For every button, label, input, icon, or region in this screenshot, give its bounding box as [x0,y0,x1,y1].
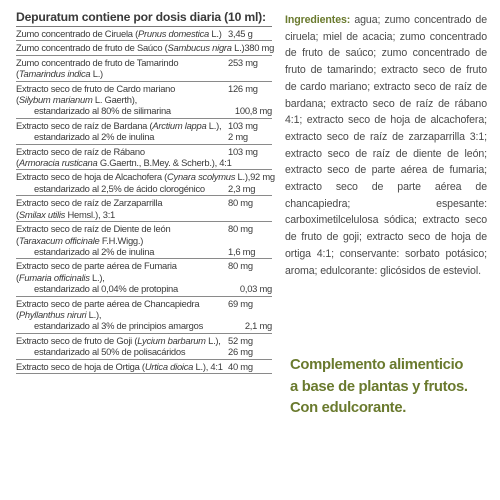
latin-name: Silybum marianum [18,94,93,106]
ingredients-list: agua; zumo concentrado de ciruela; miel de acacia; zumo concentrado de fruto de saúco; zumo concentrado de fruto de tamarindo; extracto seco de fruto de cardo mariano; extracto seco de raíz de bardana; extracto seco de raíz de rábano 4:1; extracto seco de hoja de alcachofera; extracto seco de raíz de zarzaparrilla 3:1; extracto seco de raíz de diente de león; extracto seco de parte aérea de fumaria; extracto seco de parte aérea de chancapiedra; espesante: carboximetilcelulosa sódica; extracto seco de fruto de goji; extracto seco de hoja de ortiga 4:1; conservante: sorbato potásico; aroma; edulcorante: glicósidos de esteviol. [285,14,487,277]
amount-value: 3,45 g [228,28,253,39]
table-row [16,196,272,222]
ingredient-text: Extracto seco de raíz de Rábano [16,145,145,157]
ingredient-text: estandarizado al 2% de inulina [34,131,155,143]
ingredient-text: ( [16,208,19,220]
ingredient-name [16,157,232,168]
amount-value: 40 mg [228,360,253,372]
latin-name: Arctium lappa [152,119,207,131]
row-line [16,197,272,208]
ingredient-text-suffix: F.H.Wigg.) [99,234,144,246]
ingredient-text: Zumo concentrado de Ciruela ( [16,28,138,39]
row-line [16,235,272,246]
ingredient-text-suffix: L.), [205,334,221,346]
row-line [16,298,272,309]
product-claim [290,355,495,420]
amount-value: 2,1 mg [244,320,272,332]
ingredient-name [16,246,154,257]
row-line [16,57,272,68]
ingredient-name [16,131,154,142]
row-line [16,171,275,183]
ingredient-name [16,28,222,39]
row-line [16,223,272,234]
ingredient-text: ( [16,234,19,246]
latin-name: Cynara scolymus [167,171,236,183]
ingredient-text: estandarizado al 3% de principios amargos [34,320,204,332]
amount-value: 380 mg [244,42,275,54]
row-line [16,42,275,54]
ingredient-text: ( [16,68,19,80]
ingredient-name [16,223,170,234]
row-line [16,309,272,320]
ingredient-text: Extracto seco de fruto de Goji ( [16,334,138,346]
table-row [16,27,272,41]
row-line [16,260,272,271]
latin-name: Sambucus nigra [167,42,232,54]
amount-value: 103 mg [228,119,258,131]
row-line [16,209,272,220]
ingredient-text-suffix: L.), [86,308,102,320]
amount-value: 100,8 mg [234,105,272,117]
ingredient-text-suffix: L.), 4:1 [193,360,223,372]
ingredient-text: Extracto seco de raíz de Zarzaparrilla [16,197,163,209]
ingredient-name [16,94,137,105]
latin-name: Armoracia rusticana [18,157,98,169]
ingredient-text-suffix: L.) [231,42,245,54]
table-rows [16,26,275,374]
table-row [16,41,275,55]
ingredient-text: Extracto seco de raíz de Bardana ( [16,119,153,131]
ingredient-text: ( [16,157,19,169]
ingredient-text: estandarizado al 2,5% de ácido clorogénico [34,182,205,194]
ingredient-text-suffix: L.) [90,68,103,80]
ingredient-name [16,283,178,294]
ingredient-name [16,260,177,271]
table-row [16,145,272,171]
ingredient-text-suffix: L. Gaerth), [92,94,137,106]
row-line [16,283,272,294]
ingredient-name [16,197,162,208]
ingredient-name [16,57,178,68]
latin-name: Taraxacum officinale [18,234,100,246]
latin-name: Phyllanthus niruri [18,308,87,320]
ingredient-name [16,335,221,346]
amount-value: 253 mg [228,56,258,68]
amount-value: 0,03 mg [239,283,272,295]
ingredients-label: Ingredientes: [285,14,351,26]
claim-line-2: a base de plantas y frutos. [290,378,468,395]
amount-value: 80 mg [228,223,253,235]
ingredient-text-suffix: L.), [206,119,222,131]
table-row [16,297,272,334]
row-line [16,246,272,257]
latin-name: Tamarindus indica [18,68,91,80]
amount-value: 92 mg [250,171,275,183]
ingredient-text: ( [16,308,19,320]
table-row [16,119,272,145]
latin-name: Smilax utilis [18,208,66,220]
row-line [16,28,272,39]
row-line [16,83,272,94]
amount-value: 69 mg [228,297,253,309]
ingredient-text-suffix: L.), [89,271,105,283]
ingredient-text: Extracto seco de fruto de Cardo mariano [16,82,176,94]
table-row [16,222,272,259]
amount-value: 126 mg [228,82,258,94]
row-line [16,120,272,131]
table-title: Depuratum contiene por dosis diaria (10 ml): [16,10,266,24]
row-line [16,68,272,79]
latin-name: Fumaria officinalis [18,271,90,283]
row-line [16,335,272,346]
row-line [16,272,272,283]
ingredient-text: Extracto seco de hoja de Ortiga ( [16,360,145,372]
ingredient-name [16,309,101,320]
row-line [16,320,272,331]
ingredient-text: ( [16,271,19,283]
ingredient-name [16,272,105,283]
ingredients-text [285,12,487,279]
row-line [16,346,272,357]
ingredients-panel [285,12,487,279]
ingredient-name [16,209,115,220]
amount-value: 2,3 mg [228,182,256,194]
latin-name: Prunus domestica [137,28,210,39]
ingredient-name [16,146,145,157]
claim-line-1: Complemento alimenticio [290,357,464,373]
ingredient-text: Extracto seco de parte aérea de Chancapiedra [16,297,200,309]
amount-value: 2 mg [228,131,248,143]
ingredient-text: Extracto seco de raíz de Diente de león [16,223,171,235]
table-row [16,56,272,82]
ingredient-name [16,298,199,309]
ingredient-name [16,171,250,182]
amount-value: 1,6 mg [228,245,256,257]
ingredient-name [16,68,103,79]
ingredient-text-suffix: L.) [209,28,222,39]
ingredient-text: ( [16,94,19,106]
ingredient-text: estandarizado al 0,04% de protopina [34,283,178,295]
ingredient-name [16,235,143,246]
ingredient-name [16,320,203,331]
composition-table [16,10,275,374]
amount-value: 103 mg [228,145,258,157]
row-line [16,131,272,142]
amount-value: 26 mg [228,346,253,358]
table-row [16,82,272,119]
table-row [16,334,272,360]
row-line [16,105,272,116]
ingredient-text: estandarizado al 80% de silimarina [34,105,171,117]
ingredient-name [16,83,175,94]
claim-line-3: Con edulcorante. [290,400,407,416]
ingredient-text: Extracto seco de hoja de Alcachofera ( [16,171,168,183]
ingredient-name [16,105,171,116]
table-row [16,259,272,296]
row-line [16,94,272,105]
ingredient-text-suffix: L.), [235,171,251,183]
ingredient-name [16,120,221,131]
ingredient-name [16,183,205,194]
ingredient-text: Zumo concentrado de fruto de Tamarindo [16,56,179,68]
latin-name: Urtica dioica [144,360,194,372]
ingredient-text: estandarizado al 50% de polisacáridos [34,346,186,358]
ingredient-name [16,361,223,372]
latin-name: Lycium barbarum [137,334,206,346]
ingredient-name [16,42,244,53]
amount-value: 80 mg [228,197,253,209]
row-line [16,146,272,157]
amount-value: 52 mg [228,334,253,346]
ingredient-text: Extracto seco de parte aérea de Fumaria [16,260,177,272]
table-row [16,170,275,196]
table-row [16,360,272,374]
row-line [16,183,272,194]
row-line [16,157,272,168]
ingredient-text-suffix: G.Gaertn., B.Mey. & Scherb.), 4:1 [97,157,232,169]
amount-value: 80 mg [228,260,253,272]
ingredient-text: Zumo concentrado de fruto de Saúco ( [16,42,168,54]
ingredient-text: estandarizado al 2% de inulina [34,245,155,257]
ingredient-name [16,346,185,357]
row-line [16,361,272,372]
ingredient-text-suffix: Hemsl.), 3:1 [65,208,116,220]
